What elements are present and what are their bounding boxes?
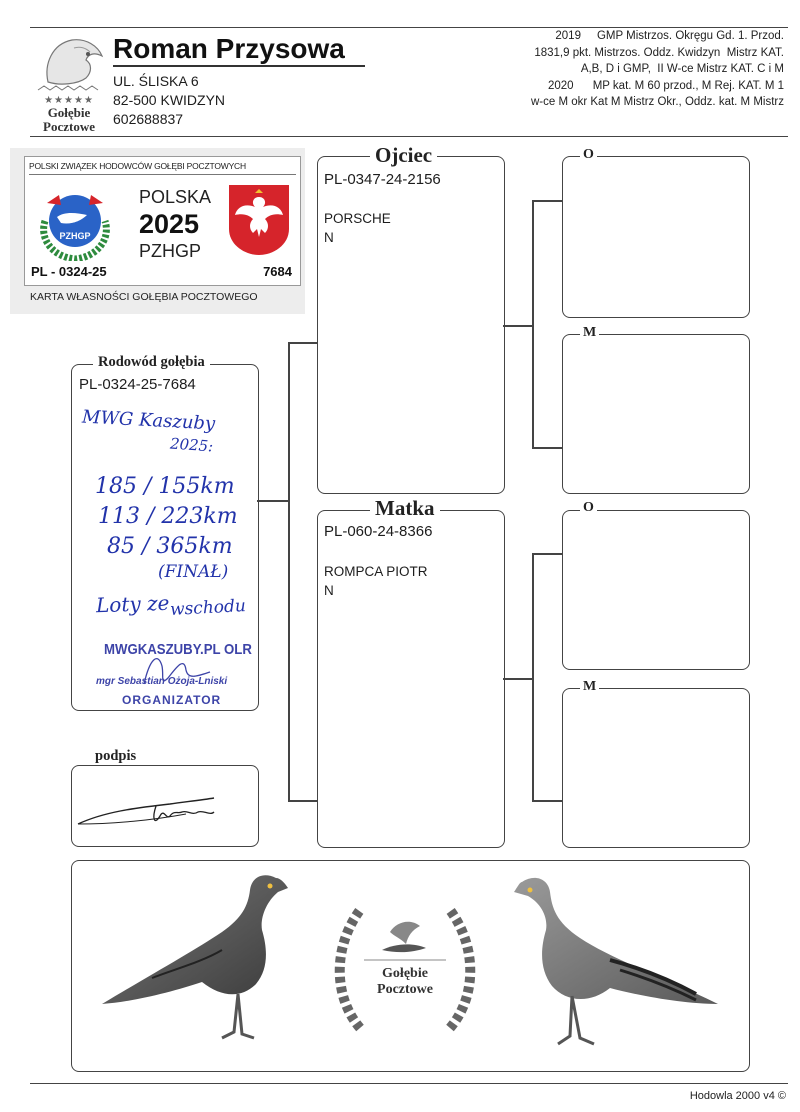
note-line: 85 / 365km bbox=[107, 534, 233, 559]
father-box bbox=[317, 156, 505, 494]
achievement-line: w-ce M okr Kat M Mistrz Okr., Oddz. kat. M Mistrz bbox=[530, 96, 784, 108]
achievement-line: A,B, D i GMP, II W-ce Mistrz KAT. C i M bbox=[580, 63, 784, 75]
maternal-grandfather-box bbox=[562, 510, 750, 670]
note-line: 113 / 223km bbox=[98, 504, 238, 529]
pedigree-title: Rodowód gołębia bbox=[93, 354, 210, 371]
note-line: Loty ze bbox=[95, 590, 170, 618]
card-country: POLSKA bbox=[139, 187, 212, 207]
father-ring: PL-0347-24-2156 bbox=[324, 171, 441, 188]
left-pigeon-icon bbox=[92, 866, 304, 1066]
card-serial: 7684 bbox=[263, 264, 292, 279]
phone-number: 602688837 bbox=[113, 111, 184, 127]
logo-line1: Gołębie bbox=[47, 105, 91, 120]
note-line: 2025: bbox=[169, 434, 214, 456]
father-title: Ojciec bbox=[370, 143, 437, 168]
connector bbox=[532, 447, 562, 449]
connector bbox=[288, 342, 290, 800]
paternal-grandmother-box bbox=[562, 334, 750, 494]
connector bbox=[532, 200, 534, 448]
note-line: (FINAŁ) bbox=[158, 562, 229, 582]
center-emblem bbox=[320, 878, 490, 1048]
grandparent-label: M bbox=[580, 325, 599, 341]
owner-name: Roman Przysowa bbox=[113, 33, 345, 64]
connector bbox=[532, 553, 534, 801]
mother-ring: PL-060-24-8366 bbox=[324, 523, 433, 540]
card-org-short: PZHGP bbox=[139, 241, 202, 261]
owner-name-underline bbox=[113, 65, 365, 67]
club-logo bbox=[30, 34, 108, 134]
software-version: Hodowla 2000 v4 © bbox=[689, 1090, 786, 1102]
connector bbox=[257, 500, 289, 502]
emblem-line2: Pocztowe bbox=[377, 982, 433, 997]
grandparent-label: O bbox=[580, 147, 597, 163]
father-color: N bbox=[324, 230, 334, 245]
connector bbox=[532, 200, 562, 202]
connector bbox=[288, 342, 318, 344]
note-line: wschodu bbox=[169, 596, 247, 620]
emblem-line1: Gołębie bbox=[382, 966, 428, 981]
mother-name: ROMPCA PIOTR bbox=[324, 564, 428, 579]
card-caption: KARTA WŁASNOŚCI GOŁĘBIA POCZTOWEGO bbox=[30, 291, 258, 303]
connector bbox=[532, 800, 562, 802]
logo-line2: Pocztowe bbox=[43, 119, 95, 134]
pzhgp-emblem-icon bbox=[35, 181, 115, 261]
address-city: 82-500 KWIDZYN bbox=[113, 92, 226, 108]
father-name: PORSCHE bbox=[324, 211, 391, 226]
grandparent-label: M bbox=[580, 679, 599, 695]
right-pigeon-icon bbox=[500, 868, 730, 1064]
pedigree-ring: PL-0324-25-7684 bbox=[79, 376, 196, 393]
card-org-name: POLSKI ZWIĄZEK HODOWCÓW GOŁĘBI POCZTOWYCH bbox=[29, 161, 246, 171]
achievement-line: 2019 GMP Mistrzos. Okręgu Gd. 1. Przod. bbox=[555, 30, 784, 42]
card-inner bbox=[24, 156, 301, 286]
maternal-grandmother-box bbox=[562, 688, 750, 848]
connector bbox=[503, 678, 533, 680]
connector bbox=[503, 325, 533, 327]
connector bbox=[288, 800, 318, 802]
mother-color: N bbox=[324, 583, 334, 598]
paternal-grandfather-box bbox=[562, 156, 750, 318]
grandparent-label: O bbox=[580, 500, 597, 516]
organizer-stamp-person: mgr Sebastian Ożoja-Lniski bbox=[96, 676, 228, 687]
signature-title: podpis bbox=[90, 748, 141, 765]
footer-rule bbox=[30, 1083, 788, 1084]
polish-eagle-crest-icon bbox=[227, 183, 291, 257]
pzhgp-badge-text: PZHGP bbox=[59, 231, 91, 241]
note-line: MWG Kaszuby bbox=[81, 406, 216, 435]
achievement-line: 2020 MP kat. M 60 przod., M Rej. KAT. M 1 bbox=[547, 79, 784, 92]
mother-box bbox=[317, 510, 505, 848]
achievement-line: 1831,9 pkt. Mistrzos. Oddz. Kwidzyn Mistrz KAT. bbox=[534, 46, 784, 59]
ownership-card bbox=[10, 148, 305, 314]
logo-stars: ★★★★★ bbox=[44, 95, 94, 106]
connector bbox=[532, 553, 562, 555]
eagle-icon bbox=[30, 34, 108, 94]
note-line: 185 / 155km bbox=[95, 474, 235, 499]
header-bottom-rule bbox=[30, 136, 788, 137]
card-year: 2025 bbox=[139, 209, 200, 239]
owner-signature-icon bbox=[74, 790, 234, 834]
card-ring-number: PL - 0324-25 bbox=[31, 264, 107, 279]
mother-title: Matka bbox=[370, 496, 440, 521]
organizer-stamp-site: MWGKASZUBY.PL OLR bbox=[104, 641, 252, 658]
organizer-signature-icon bbox=[140, 648, 220, 690]
address-street: UL. ŚLISKA 6 bbox=[113, 73, 199, 89]
card-org-name-rule bbox=[29, 174, 296, 175]
achievements bbox=[474, 28, 784, 111]
laurel-wreath-icon bbox=[320, 878, 490, 1048]
organizer-stamp-role: ORGANIZATOR bbox=[122, 693, 222, 707]
